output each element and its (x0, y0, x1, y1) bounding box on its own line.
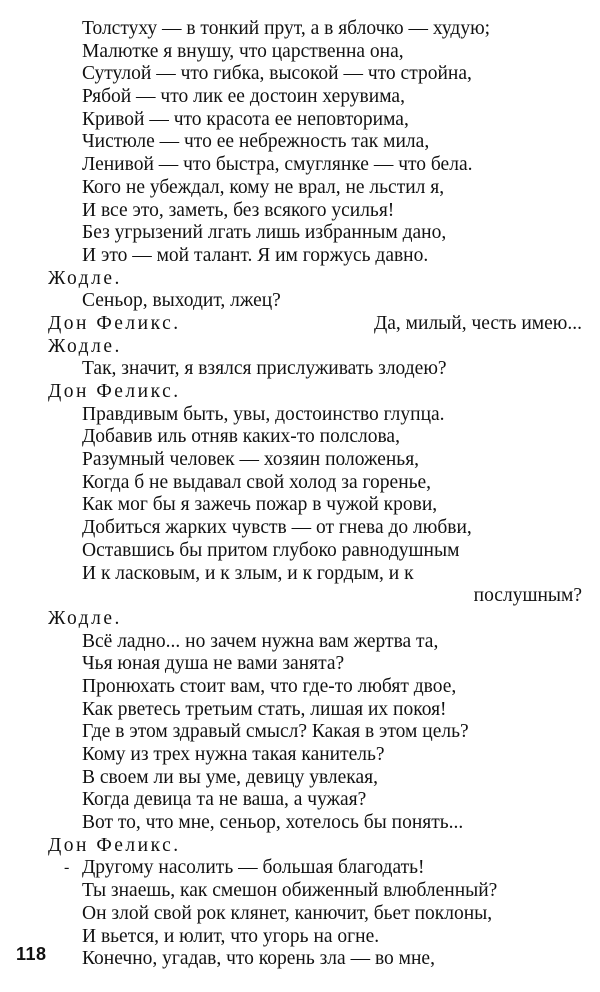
speaker-name: Дон Феликс. (48, 834, 181, 856)
verse-line: Рябой — что лик ее достоин херувима, (82, 86, 405, 108)
speaker-name: Дон Феликс. (48, 312, 181, 334)
verse-line: И это — мой талант. Я им горжусь давно. (82, 244, 429, 266)
speaker-name: Дон Феликс. (48, 381, 181, 402)
verse-line: Оставшись бы притом глубоко равнодушным (82, 539, 460, 561)
verse-line: Как мог бы я зажечь пожар в чужой крови, (82, 494, 438, 516)
verse-line: Вот то, что мне, сеньор, хотелось бы понять... (82, 812, 464, 834)
verse-line: Как рветесь третьим стать, лишая их покоя! (82, 698, 447, 720)
verse-line: Правдивым быть, увы, достоинство глупца. (82, 403, 445, 425)
verse-line: Ты знаешь, как смешон обиженный влюбленный? (82, 880, 498, 902)
verse-line: В своем ли вы уме, девицу увлекая, (82, 766, 378, 788)
verse-line: Без угрызений лгать лишь избранным дано, (82, 222, 447, 244)
verse-line: Чья юная душа не вами занята? (82, 653, 345, 675)
verse-line: Добиться жарких чувств — от гнева до любви, (82, 517, 472, 539)
verse-line: Когда девица та не ваша, а чужая? (82, 789, 367, 811)
verse-line: Кому из трех нужна такая канитель? (82, 744, 385, 765)
play-text (0, 18, 600, 971)
verse-line: И вьется, и юлит, что угорь на огне. (82, 925, 380, 947)
margin-mark: - (64, 859, 70, 877)
verse-line: Где в этом здравый смысл? Какая в этом цель? (82, 721, 469, 743)
verse-line: Сеньор, выходит, лжец? (82, 290, 281, 312)
speaker-name: Жодле. (48, 335, 122, 357)
page-number: 118 (16, 944, 47, 964)
speaker-name: Жодле. (48, 607, 122, 629)
verse-line: И к ласковым, и к злым, и к гордым, и к (82, 562, 414, 584)
verse-line: Конечно, угадав, что корень зла — во мне, (82, 948, 435, 970)
verse-line: Всё ладно... но зачем нужна вам жертва та, (82, 630, 439, 652)
verse-line: Малютке я внушу, что царственна она, (82, 40, 404, 62)
verse-line: Так, значит, я взялся прислуживать злодею? (82, 358, 447, 380)
verse-line (0, 857, 600, 880)
verse-line: Разумный человек — хозяин положенья, (82, 449, 420, 471)
verse-line: Да, милый, честь имею... (373, 312, 582, 334)
verse-line: Кого не убеждал, кому не врал, не льстил я, (82, 176, 445, 198)
verse-line: Сутулой — что гибка, высокой — что стройна, (82, 63, 472, 85)
verse-line: Когда б не выдавал свой холод за горенье, (82, 471, 432, 493)
verse-line: Ленивой — что быстра, смуглянке — что бела. (82, 154, 473, 176)
verse-line: Добавив иль отняв каких-то полслова, (82, 426, 400, 448)
verse-line: Он злой свой рок клянет, канючит, бьет поклоны, (82, 902, 493, 924)
verse-line: И все это, заметь, без всякого усилья! (82, 199, 395, 221)
speaker-with-reply (0, 313, 600, 336)
verse-line: Чистюле — что ее небрежность так мила, (82, 131, 430, 153)
verse-line-text: Другому насолить — большая благодать! (82, 857, 425, 879)
verse-line: Толстуху — в тонкий прут, а в яблочко — худую; (82, 18, 491, 39)
verse-line: Кривой — что красота ее неповторима, (82, 108, 409, 130)
verse-line: Пронюхать стоит вам, что где-то любят двое, (82, 675, 457, 697)
speaker-name: Жодле. (48, 267, 122, 289)
verse-line-continuation: послушным? (473, 585, 582, 607)
